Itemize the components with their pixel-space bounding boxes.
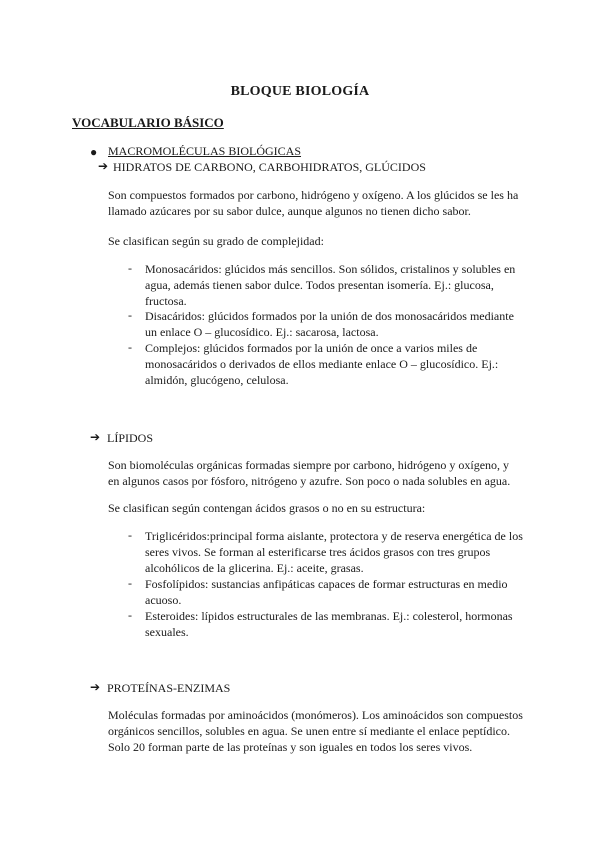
macromolecules-label: MACROMOLÉCULAS BIOLÓGICAS (108, 144, 302, 158)
text-line: en algunos casos por fósforo, nitrógeno y azufre. Son poco o nada solubles en agua. (108, 474, 511, 488)
carbs-paragraph-1 (108, 187, 528, 219)
text-line: seres vivos. Se forman al esterificarse tres ácidos grasos con tres grupos (145, 545, 491, 559)
text-line: acuoso. (145, 593, 182, 607)
text-line: un enlace O – glucosídico. Ej.: sacarosa, lactosa. (145, 325, 379, 339)
text-line: Fosfolípidos: sustancias anfipáticas capaces de formar estructuras en medio (145, 577, 508, 591)
text-line: Esteroides: lípidos estructurales de las membranas. Ej.: colesterol, hormonas (145, 609, 513, 623)
arrow-icon: ➔ (98, 159, 109, 173)
text-line: Se clasifican según contengan ácidos grasos o no en su estructura: (108, 501, 426, 515)
text-line: Monosacáridos: glúcidos más sencillos. Son sólidos, cristalinos y solubles en (145, 262, 516, 276)
carbs-item-disaccharides (145, 308, 530, 340)
text-line: sexuales. (145, 625, 189, 639)
carbs-item-complex (145, 340, 530, 388)
text-line: alcohólicos de la glicerina. Ej.: aceite, grasas. (145, 561, 364, 575)
text-line: Son compuestos formados por carbono, hidrógeno y oxígeno. A los glúcidos se les ha (108, 188, 519, 202)
section-heading: VOCABULARIO BÁSICO (72, 115, 224, 130)
text-line: Disacáridos: glúcidos formados por la unión de dos monosacáridos mediante (145, 309, 514, 323)
lipids-paragraph-2 (108, 500, 528, 516)
proteins-paragraph-1 (108, 707, 528, 755)
carbs-heading: HIDRATOS DE CARBONO, CARBOHIDRATOS, GLÚCIDOS (113, 160, 426, 174)
text-line: Se clasifican según su grado de complejidad: (108, 234, 324, 248)
text-line: Solo 20 forman parte de las proteínas y son iguales en todos los seres vivos. (108, 740, 473, 754)
text-line: fructosa. (145, 294, 187, 308)
lipids-item-steroids (145, 608, 530, 640)
text-line: Complejos: glúcidos formados por la unión de once a varios miles de (145, 341, 478, 355)
page-title: BLOQUE BIOLOGÍA (230, 84, 370, 99)
dash-marker: - (128, 340, 132, 354)
text-line: agua, además tienen sabor dulce. Todos presentan isomería. Ej.: glucosa, (145, 278, 494, 292)
proteins-heading: PROTEÍNAS-ENZIMAS (107, 681, 231, 695)
dash-marker: - (128, 576, 132, 590)
text-line: orgánicos sencillos, solubles en agua. Se unen entre sí mediante el enlace peptídico. (108, 724, 510, 738)
dash-marker: - (128, 608, 132, 622)
arrow-icon: ➔ (90, 680, 101, 694)
carbs-item-monosaccharides (145, 261, 530, 309)
bullet-icon: ● (90, 145, 98, 159)
text-line: Son biomoléculas orgánicas formadas siempre por carbono, hidrógeno y oxígeno, y (108, 458, 510, 472)
dash-marker: - (128, 261, 132, 275)
carbs-paragraph-2 (108, 233, 528, 249)
text-line: Triglicéridos:principal forma aislante, protectora y de reserva energética de los (145, 529, 523, 543)
text-line: monosacáridos o derivados de ellos mediante enlace O – glucosídico. Ej.: (145, 357, 499, 371)
dash-marker: - (128, 528, 132, 542)
text-line: Moléculas formadas por aminoácidos (monómeros). Los aminoácidos son compuestos (108, 708, 523, 722)
text-line: llamado azúcares por su sabor dulce, aunque algunos no tienen dicho sabor. (108, 204, 471, 218)
lipids-item-phospholipids (145, 576, 530, 608)
lipids-heading: LÍPIDOS (107, 431, 154, 445)
arrow-icon: ➔ (90, 430, 101, 444)
dash-marker: - (128, 308, 132, 322)
lipids-paragraph-1 (108, 457, 528, 489)
text-line: almidón, glucógeno, celulosa. (145, 373, 289, 387)
lipids-item-triglycerides (145, 528, 530, 576)
